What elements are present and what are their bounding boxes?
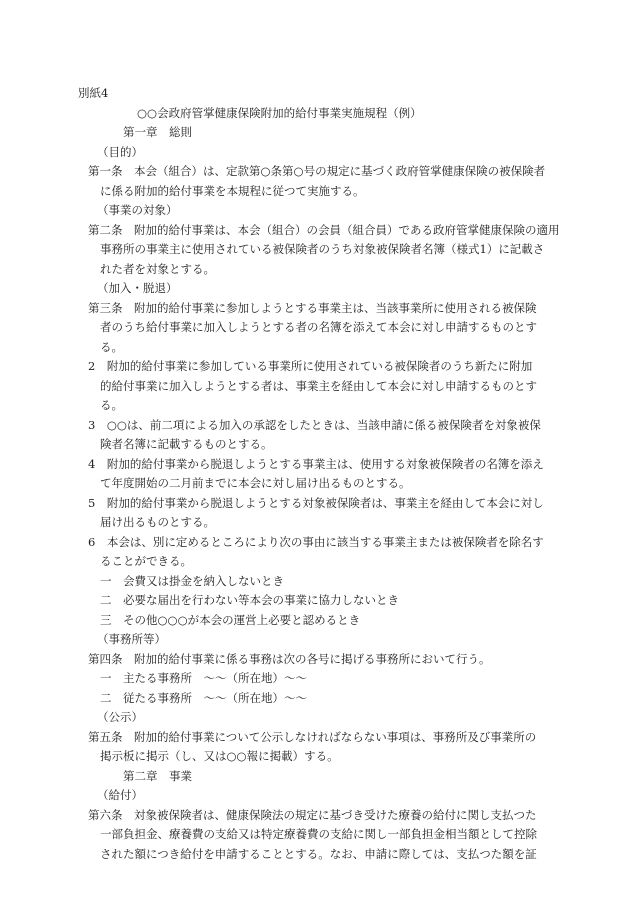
article-caption: （公示） — [97, 710, 143, 724]
article-text: 第三条 附加的給付事業に参加しようとする事業主は、当該事業所に使用される被保険 — [88, 300, 537, 315]
article-caption: （給付） — [97, 788, 143, 802]
article-caption: （事務所等） — [97, 632, 166, 646]
article-caption: （目的） — [97, 144, 143, 159]
article-caption: （加入・脱退） — [97, 281, 178, 295]
article-text: 第二条 附加的給付事業は、本会（組合）の会員（組合員）である政府管掌健康保険の適用 — [88, 222, 560, 237]
list-item: 一 会費又は掛金を納入しないとき — [100, 573, 284, 588]
list-item: 二 必要な届出を行わない等本会の事業に協力しないとき — [100, 593, 399, 607]
article-continuation: された額につき給付を申請することとする。なお、申請に際しては、支払つた額を証 — [100, 846, 537, 861]
article-caption: （事業の対象） — [97, 203, 178, 217]
article-continuation: ることができる。 — [100, 554, 192, 568]
article-continuation: 届け出るものとする。 — [100, 515, 215, 529]
article-continuation: 事務所の事業主に使用されている被保険者のうち対象被保険者名簿（様式1）に記載さ — [100, 242, 545, 256]
document-title: ○○会政府管掌健康保険附加的給付事業実施規程（例） — [137, 105, 422, 120]
article-continuation: 者のうち給付事業に加入しようとする者の名簿を添えて本会に対し申請するものとす — [100, 320, 537, 334]
article-continuation: る。 — [100, 398, 123, 412]
chapter-heading: 第二章 事業 — [123, 768, 192, 783]
article-text: 第五条 附加的給付事業について公示しなければならない事項は、事務所及び事業所の — [88, 729, 537, 744]
article-text: 2 附加的給付事業に参加している事業所に使用されている被保険者のうち新たに附加 — [88, 359, 533, 373]
article-continuation: に係る附加的給付事業を本規程に従つて実施する。 — [100, 183, 365, 198]
article-text: 5 附加的給付事業から脱退しようとする対象被保険者は、事業主を経由して本会に対し — [88, 495, 544, 510]
chapter-heading: 第一章 総則 — [123, 125, 192, 139]
list-item: 一 主たる事務所 ～～（所在地）～～ — [100, 671, 307, 685]
article-continuation: 一部負担金、療養費の支給又は特定療養費の支給に関し一部負担金相当額として控除 — [100, 827, 537, 841]
regulation-document — [0, 84, 630, 884]
article-text: 第四条 附加的給付事業に係る事務は次の各号に掲げる事務所において行う。 — [88, 651, 491, 666]
article-text: 第六条 対象被保険者は、健康保険法の規定に基づき受けた療養の給付に関し支払つた — [88, 807, 537, 822]
list-item: 三 その他○○○が本会の運営上必要と認めるとき — [100, 612, 361, 627]
article-continuation: 掲示板に掲示（し、又は○○報に掲載）する。 — [100, 749, 339, 763]
article-text: 3 ○○は、前二項による加入の承認をしたときは、当該申請に係る被保険者を対象被保 — [88, 417, 541, 432]
article-text: 6 本会は、別に定めるところにより次の事由に該当する事業主または被保険者を除名す — [88, 534, 544, 549]
attachment-label: 別紙4 — [78, 86, 109, 100]
article-continuation: 険者名簿に記載するものとする。 — [100, 437, 273, 451]
article-continuation: て年度開始の二月前までに本会に対し届け出るものとする。 — [100, 476, 411, 490]
article-continuation: れた者を対象とする。 — [100, 261, 215, 276]
article-continuation: る。 — [100, 339, 123, 354]
article-continuation: 的給付事業に加入しようとする者は、事業主を経由して本会に対し申請するものとす — [100, 378, 537, 393]
article-text: 4 附加的給付事業から脱退しようとする事業主は、使用する対象被保険者の名簿を添え — [88, 456, 544, 471]
article-text: 第一条 本会（組合）は、定款第○条第○号の規定に基づく政府管掌健康保険の被保険者 — [88, 164, 546, 178]
list-item: 二 従たる事務所 ～～（所在地）～～ — [100, 690, 307, 705]
